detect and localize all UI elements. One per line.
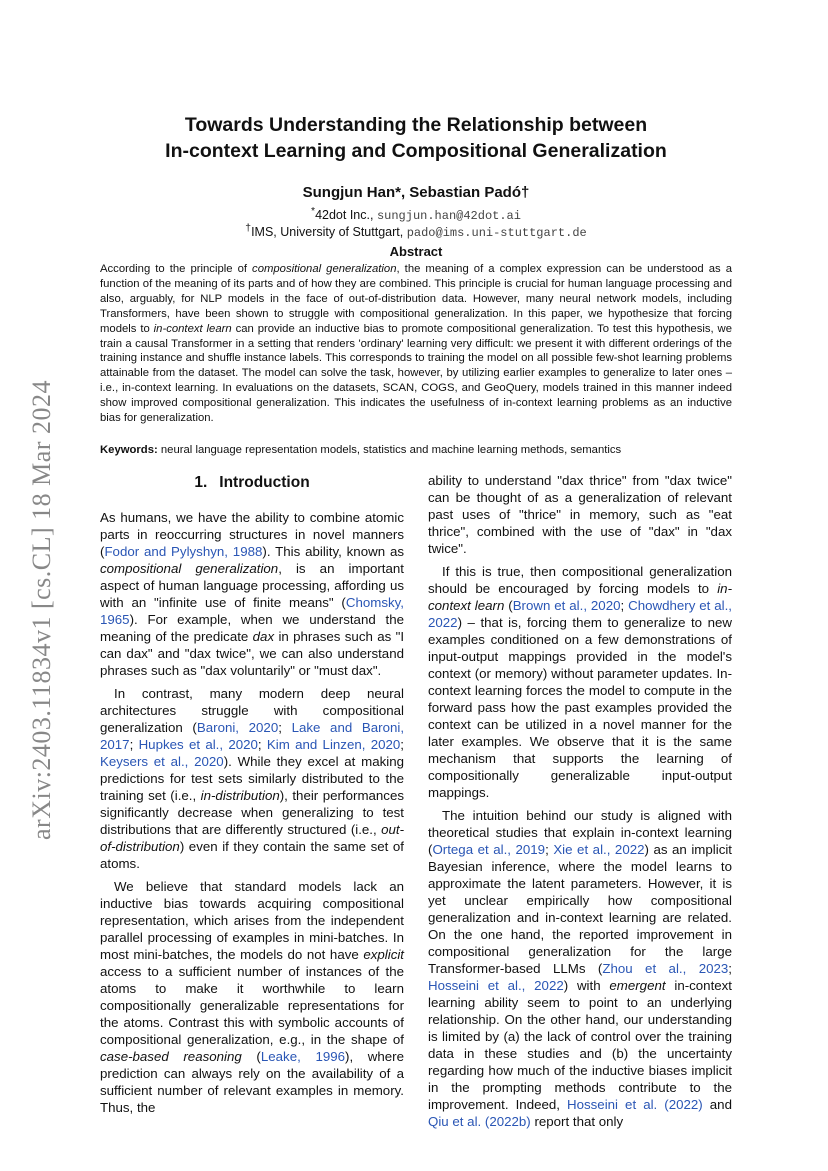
text-run: in-context learning ability seem to point to an underlying relationship. On the other hand, our understanding is limited by (a) the lack of control over the training data in these studies and (b) the uncertainty regarding how much of the inductive biases implicit in the prompting methods contribute to the improvement. Indeed, xyxy=(428,978,733,1112)
affiliation-2 xyxy=(100,223,732,240)
arxiv-stamp xyxy=(20,360,64,860)
text-run: ). For example, when we understand the meaning of the predicate xyxy=(100,612,404,644)
text-run: ability to understand "dax thrice" from "dax twice" can be thought of as a generalization of relevant past uses of "thrice" in memory, such as "eat thrice", combined with the use of "dax" in "dax twice". xyxy=(428,473,732,556)
left-column xyxy=(100,470,404,1122)
text-run: in phrases such as "I can dax" and "dax twice", we can also understand phrases such as "dax voluntarily" or "must dax". xyxy=(100,629,405,678)
citation-link[interactable]: Ortega et al., 2019 xyxy=(432,842,546,857)
text-run: and xyxy=(702,1097,732,1112)
affil-email-1: sungjun.han@42dot.ai xyxy=(376,209,521,224)
affil-mark-2: † xyxy=(245,223,252,234)
text-run: ; xyxy=(278,720,292,735)
text-run: As humans, we have the ability to combine atomic parts in reoccurring structures in novel manners ( xyxy=(100,510,404,559)
keywords-text: neural language representation models, statistics and machine learning methods, semantics xyxy=(157,444,622,456)
text-run: ; xyxy=(728,961,732,976)
emphasis-text: in-context learn xyxy=(428,581,732,613)
section-heading xyxy=(100,474,404,491)
citation-link[interactable]: Hosseini et al. (2022) xyxy=(567,1097,703,1112)
affiliation-1 xyxy=(100,206,732,223)
emphasis-text: compositional generalization xyxy=(100,561,279,576)
abstract-text xyxy=(100,262,732,426)
text-run: ) even if they contain the same set of atoms. xyxy=(100,839,404,871)
text-run: ( xyxy=(241,1049,261,1064)
text-run: ; xyxy=(545,842,554,857)
text-run: If this is true, then compositional generalization should be encouraged by forcing models to xyxy=(428,564,732,596)
paragraph xyxy=(428,563,732,801)
text-run: ; xyxy=(257,737,267,752)
text-run: We believe that standard models lack an inductive bias towards acquiring compositional representation, which arises from the independent parallel processing of examples in mini-batches. In most mini-batches, the models do not have xyxy=(100,879,404,962)
paragraph xyxy=(100,878,404,1116)
paragraph xyxy=(428,472,732,557)
emphasis-text: explicit xyxy=(363,947,404,962)
citation-link[interactable]: Hosseini et al., 2022 xyxy=(428,978,564,993)
affil-org-2: IMS, University of Stuttgart, xyxy=(251,225,407,240)
text-run: According to the principle of xyxy=(100,263,253,275)
paragraph xyxy=(100,685,404,872)
citation-link[interactable]: Leake, 1996 xyxy=(260,1049,346,1064)
text-run: access to a sufficient number of instances of the atoms to make it worthwhile to learn compositionally generalizable representations for the atoms. Contrast this with symbolic accounts of compositional generalization, e.g., in the shape of xyxy=(100,964,404,1047)
text-run: ; xyxy=(620,598,629,613)
emphasis-text: in-distribution xyxy=(200,788,280,803)
emphasis-text: case-based reasoning xyxy=(100,1049,242,1064)
section-title: Introduction xyxy=(219,474,310,491)
text-run: , is an important aspect of human language processing, affording us with an "infinite use of finite means" ( xyxy=(100,561,404,610)
text-run: ; xyxy=(129,737,139,752)
citation-link[interactable]: Chomsky, 1965 xyxy=(100,595,404,627)
text-run: ). This ability, known as xyxy=(262,544,404,559)
emphasis-text: out-of-distribution xyxy=(100,822,404,854)
text-run: ) as an implicit Bayesian inference, where the model learns to approximate the latent parameters. However, it is yet unclear empirically how compositional generalization and in-context learning are related. On the one hand, the reported improvement in compositional generalization for the large Transformer-based LLMs ( xyxy=(428,842,732,976)
keywords-label: Keywords: xyxy=(100,444,158,456)
citation-link[interactable]: Xie et al., 2022 xyxy=(553,842,645,857)
text-run: ), where prediction can always rely on the availability of a sufficient number of relevant examples in memory. Thus, the xyxy=(100,1049,405,1115)
text-run: ) – that is, forcing them to generalize to new examples conditioned on a few demonstrations of input-output mappings provided in the model's context (or memory) without parameter updates. In-context learning forces the model to compute in the forward pass how the past examples provided the context can be utilized in a novel manner for the later examples. We observe that it is the same mechanism that supports the learning of compositionally generalizable input-output mappings. xyxy=(428,615,732,800)
text-run: can provide an inductive bias to promote compositional generalization. To test this hypothesis, we train a causal Transformer in a setting that renders 'ordinary' learning very difficult: we present it with different orderings of the training instance and shuffle instance labels. This corresponds to training the model on all possible few-shot learning problems attainable from the dataset. The model can solve the task, however, by utilizing earlier examples to generalize to later ones – i.e., in-context learning. In evaluations on the datasets, SCAN, COGS, and GeoQuery, models trained in this manner indeed show improved compositional generalization. This indicates the usefulness of in-context learning problems as an inductive bias for generalization. xyxy=(100,322,732,425)
emphasis-text: in-context learn xyxy=(153,322,232,335)
left-paragraphs xyxy=(100,509,404,1116)
text-run: ). While they excel at making predictions for test sets similarly distributed to the training set (i.e., xyxy=(100,754,404,803)
text-run: The intuition behind our study is aligned with theoretical studies that explain in-context learning ( xyxy=(428,808,732,857)
paper-title xyxy=(100,112,732,164)
text-run: ( xyxy=(504,598,513,613)
keywords xyxy=(100,444,732,456)
emphasis-text: emergent xyxy=(609,978,666,993)
authors: Sungjun Han*, Sebastian Padó† xyxy=(302,184,530,201)
text-run: ), their performances significantly decrease when generalizing to test distributions that are differently structured (i.e., xyxy=(100,788,404,837)
paragraph xyxy=(100,509,404,679)
text-run: In contrast, many modern deep neural architectures struggle with compositional generalization ( xyxy=(100,686,404,735)
text-run: ; xyxy=(400,737,404,752)
text-run: , the meaning of a complex expression can be understood as a function of the meaning of its parts and of how they are combined. This principle is crucial for human language processing and also, arguably, for NLP models in the face of out-of-distribution data. However, many neural network models, including Transformers, have been shown to struggle with compositional generalization. In this paper, we hypothesize that forcing models to xyxy=(100,263,733,335)
emphasis-text: dax xyxy=(252,629,275,644)
citation-link[interactable]: Kim and Linzen, 2020 xyxy=(266,737,401,752)
citation-link[interactable]: Brown et al., 2020 xyxy=(512,598,621,613)
arxiv-id: arXiv:2403.11834v1 [cs.CL] 18 Mar 2024 xyxy=(27,380,57,840)
citation-link[interactable]: Fodor and Pylyshyn, 1988 xyxy=(104,544,263,559)
citation-link[interactable]: Hupkes et al., 2020 xyxy=(138,737,258,752)
section-number: 1. xyxy=(194,474,208,491)
right-paragraphs xyxy=(428,472,732,1130)
emphasis-text: compositional generalization xyxy=(252,263,397,275)
citation-link[interactable]: Chowdhery et al., 2022 xyxy=(428,598,733,630)
citation-link[interactable]: Lake and Baroni, 2017 xyxy=(100,720,405,752)
affil-email-2: pado@ims.uni-stuttgart.de xyxy=(406,226,587,241)
text-run: ) with xyxy=(563,978,610,993)
affil-org-1: 42dot Inc., xyxy=(315,208,377,223)
citation-link[interactable]: Qiu et al. (2022b) xyxy=(428,1114,531,1129)
abstract-heading: Abstract xyxy=(389,244,443,259)
text-run: report that only xyxy=(530,1114,624,1129)
title-line-2: In-context Learning and Compositional Generalization xyxy=(165,140,667,162)
affil-mark-1: * xyxy=(311,206,316,217)
citation-link[interactable]: Baroni, 2020 xyxy=(196,720,279,735)
citation-link[interactable]: Zhou et al., 2023 xyxy=(602,961,729,976)
paragraph xyxy=(428,807,732,1130)
citation-link[interactable]: Keysers et al., 2020 xyxy=(100,754,224,769)
right-column xyxy=(428,472,732,1136)
title-line-1: Towards Understanding the Relationship between xyxy=(184,114,648,136)
